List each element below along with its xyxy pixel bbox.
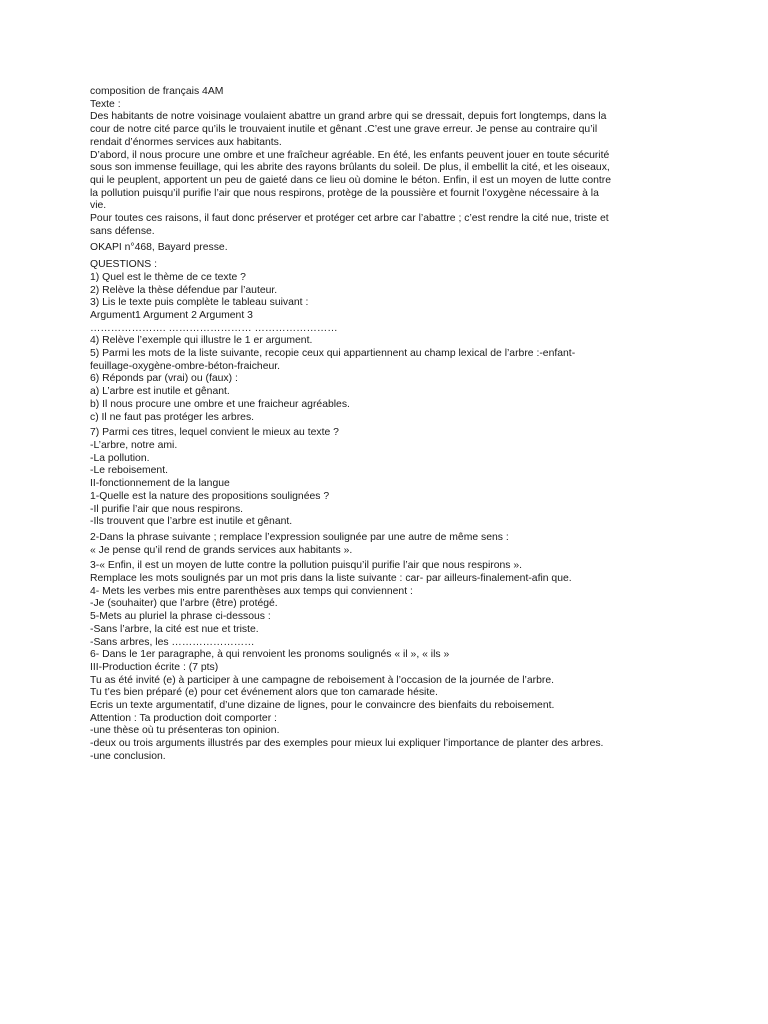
- section-heading-langue: II-fonctionnement de la langue: [90, 478, 230, 490]
- question-line: -Le reboisement.: [90, 465, 168, 477]
- question-line: Remplace les mots soulignés par un mot pris dans la liste suivante : car- par ailleurs-finalement-afin que.: [90, 573, 572, 585]
- question-line: 2-Dans la phrase suivante ; remplace l’expression soulignée par une autre de même sens :: [90, 531, 509, 543]
- question-line: 1-Quelle est la nature des propositions soulignées ?: [90, 490, 330, 502]
- questions-block-b: [90, 427, 730, 529]
- question-line: 5-Mets au pluriel la phrase ci-dessous :: [90, 611, 271, 623]
- source-block: [90, 242, 730, 255]
- question-line: 1) Quel est le thème de ce texte ?: [90, 271, 246, 283]
- question-line: -Sans arbres, les ……………………: [90, 636, 255, 648]
- text-line: cour de notre cité parce qu’ils le trouvaient inutile et gênant .C’est une grave erreur. Je pense au contraire qu’il: [90, 124, 598, 136]
- text-line: vie.: [90, 200, 107, 212]
- question-line: 7) Parmi ces titres, lequel convient le mieux au texte ?: [90, 427, 339, 439]
- text-line: sous son immense feuillage, qui les abrite des rayons brûlants du soleil. De plus, il embellit la cité, et les oiseaux,: [90, 162, 610, 174]
- question-line: 3-« Enfin, il est un moyen de lutte contre la pollution puisqu’il purifie l’air que nous respirons ».: [90, 560, 523, 572]
- question-line: Attention : Ta production doit comporter :: [90, 712, 277, 724]
- question-line: -Il purifie l’air que nous respirons.: [90, 503, 244, 515]
- question-line: a) L’arbre est inutile et gênant.: [90, 386, 230, 398]
- question-line: b) Il nous procure une ombre et une fraicheur agréables.: [90, 398, 350, 410]
- text-paragraph-3: [90, 213, 730, 238]
- question-line: Argument1 Argument 2 Argument 3: [90, 309, 253, 321]
- question-line: …………………. …………………… ……………………: [90, 322, 338, 334]
- questions-block-a: [90, 259, 730, 424]
- text-line: Des habitants de notre voisinage voulaient abattre un grand arbre qui se dressait, depuis fort longtemps, dans la: [90, 111, 607, 123]
- question-line: feuillage-oxygène-ombre-béton-fraicheur.: [90, 360, 281, 372]
- question-line: 6- Dans le 1er paragraphe, à qui renvoient les pronoms soulignés « il », « ils »: [90, 649, 450, 661]
- question-line: 6) Réponds par (vrai) ou (faux) :: [90, 373, 238, 385]
- text-line: sans défense.: [90, 225, 155, 237]
- text-source: OKAPI n°468, Bayard presse.: [90, 242, 228, 254]
- document-page: [90, 86, 730, 764]
- text-heading: Texte :: [90, 98, 121, 110]
- question-line: -Sans l’arbre, la cité est nue et triste.: [90, 623, 259, 635]
- text-line: D’abord, il nous procure une ombre et une fraîcheur agréable. En été, les enfants peuvent jouer en toute sécurité: [90, 149, 610, 161]
- document-header: [90, 86, 730, 111]
- question-line: -Je (souhaiter) que l’arbre (être) protégé.: [90, 598, 278, 610]
- text-line: qui le peuplent, apportent un peu de gaieté dans ce lieu où domine le béton. Enfin, il est un moyen de lutte contre: [90, 174, 612, 186]
- document-title: composition de français 4AM: [90, 86, 224, 97]
- questions-heading: QUESTIONS :: [90, 259, 157, 271]
- question-line: 4- Mets les verbes mis entre parenthèses aux temps qui conviennent :: [90, 585, 413, 597]
- text-line: rendait d’énormes services aux habitants.: [90, 136, 282, 148]
- question-line: -une thèse où tu présenteras ton opinion.: [90, 725, 280, 737]
- questions-block-d: [90, 560, 730, 763]
- section-heading-production: III-Production écrite : (7 pts): [90, 661, 219, 673]
- question-line: Tu as été invité (e) à participer à une campagne de reboisement à l’occasion de la journée de l’arbre.: [90, 674, 554, 686]
- question-line: -L’arbre, notre ami.: [90, 439, 178, 451]
- text-paragraph-1: [90, 111, 730, 149]
- question-line: -Ils trouvent que l’arbre est inutile et gênant.: [90, 516, 293, 528]
- question-line: « Je pense qu’il rend de grands services aux habitants ».: [90, 544, 353, 556]
- question-line: 3) Lis le texte puis complète le tableau suivant :: [90, 297, 309, 309]
- question-line: 2) Relève la thèse défendue par l’auteur.: [90, 284, 278, 296]
- question-line: 5) Parmi les mots de la liste suivante, recopie ceux qui appartiennent au champ lexical de l’arbre :-enfant-: [90, 348, 576, 360]
- question-line: 4) Relève l’exemple qui illustre le 1 er argument.: [90, 335, 313, 347]
- question-line: Ecris un texte argumentatif, d’une dizaine de lignes, pour le convaincre des bienfaits du reboisement.: [90, 700, 555, 712]
- question-line: c) Il ne faut pas protéger les arbres.: [90, 411, 255, 423]
- question-line: -La pollution.: [90, 452, 150, 464]
- text-paragraph-2: [90, 150, 730, 214]
- text-line: la pollution puisqu’il purifie l’air que nous respirons, protège de la poussière et fournit l’oxygène nécessaire à la: [90, 187, 599, 199]
- question-line: -une conclusion.: [90, 750, 166, 762]
- question-line: Tu t’es bien préparé (e) pour cet événement alors que ton camarade hésite.: [90, 687, 438, 699]
- question-line: -deux ou trois arguments illustrés par des exemples pour mieux lui expliquer l’importance de planter des arbres.: [90, 738, 604, 750]
- questions-block-c: [90, 532, 730, 557]
- text-line: Pour toutes ces raisons, il faut donc préserver et protéger cet arbre car l’abattre ; c’est rendre la cité nue, triste et: [90, 213, 609, 225]
